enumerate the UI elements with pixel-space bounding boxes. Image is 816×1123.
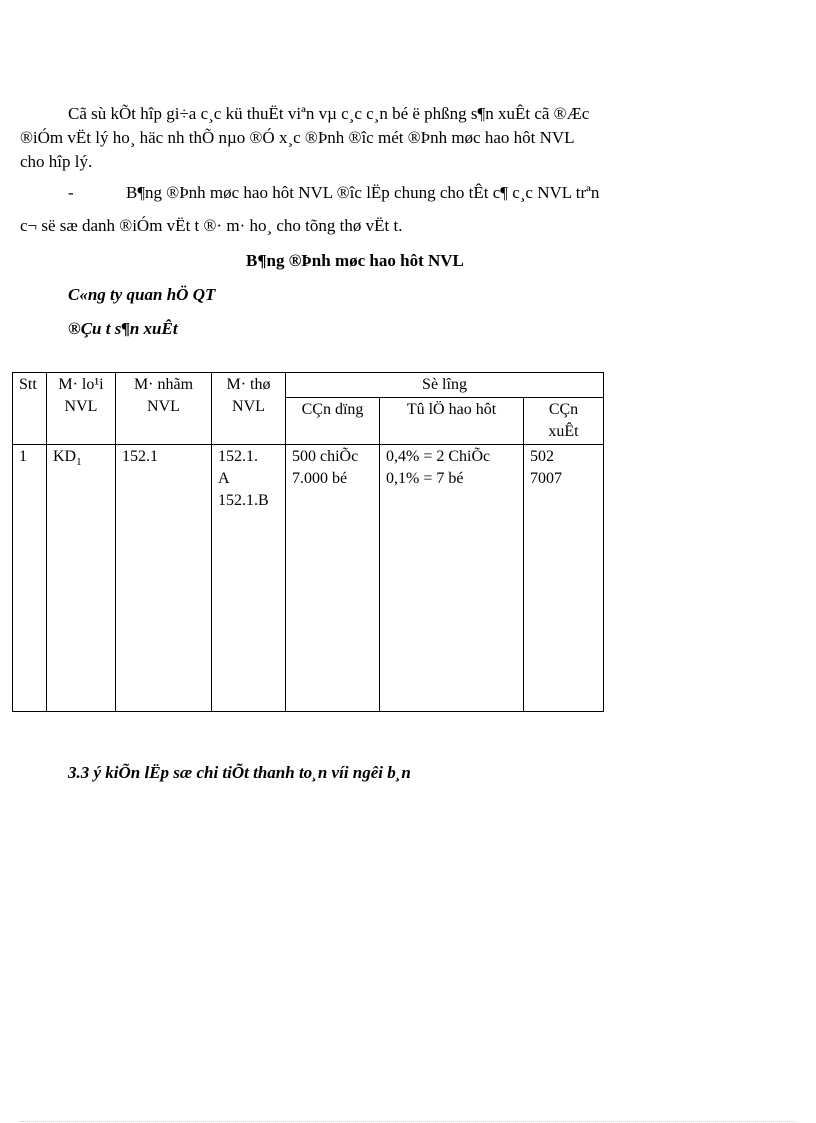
header-ty-le: Tû lÖ hao hôt: [380, 398, 524, 445]
norm-table: [12, 372, 604, 712]
header-stt: Stt: [13, 373, 47, 445]
bullet-marker: -: [68, 183, 74, 202]
header-can-dung: CÇn dïng: [286, 398, 380, 445]
cell-ma-loai: $KD_1$: [47, 445, 116, 712]
header-ma-tho: M· thø NVL: [212, 373, 286, 445]
section-heading: 3.3 ý kiÕn lËp sæ chi tiÕt thanh to¸n víi ngêi b¸n: [68, 763, 411, 782]
cell-ma-nhom: 152.1: [116, 445, 212, 712]
intro-line-3: cho hîp lý.: [20, 152, 93, 171]
page-bottom-rule: [20, 1121, 796, 1122]
department-name: ®Çu t s¶n xuÊt: [68, 319, 178, 338]
header-ma-loai: M· lo¹i NVL: [47, 373, 116, 445]
intro-line-2: ®iÓm vËt lý ho¸ häc nh thÕ nµo ®Ó x¸c ®Þnh ®îc mét ®Þnh møc hao hôt NVL: [20, 128, 575, 147]
cell-ty-le: 0,4% = 2 ChiÕc 0,1% = 7 bé: [380, 445, 524, 712]
table-row: [13, 445, 604, 712]
cell-can-dung: 500 chiÕc 7.000 bé: [286, 445, 380, 712]
header-so-luong: Sè lîng: [286, 373, 604, 398]
bullet-line-2: c¬ së sæ danh ®iÓm vËt t ®· m· ho¸ cho tõng thø vËt t.: [20, 216, 403, 235]
header-can-xuat: CÇn xuÊt: [524, 398, 604, 445]
bullet-line-1: B¶ng ®Þnh møc hao hôt NVL ®îc lËp chung cho tÊt c¶ c¸c NVL trªn: [126, 183, 600, 202]
cell-can-xuat: 502 7007: [524, 445, 604, 712]
cell-ma-tho: 152.1. A 152.1.B: [212, 445, 286, 712]
header-ma-nhom: M· nhãm NVL: [116, 373, 212, 445]
company-name: C«ng ty quan hÖ QT: [68, 285, 216, 304]
table-title: B¶ng ®Þnh møc hao hôt NVL: [246, 251, 464, 270]
cell-stt: 1: [13, 445, 47, 712]
intro-line-1: Cã sù kÕt hîp gi÷a c¸c kü thuËt viªn vµ c¸c c¸n bé ë phßng s¶n xuÊt cã ®Æc: [68, 104, 590, 123]
